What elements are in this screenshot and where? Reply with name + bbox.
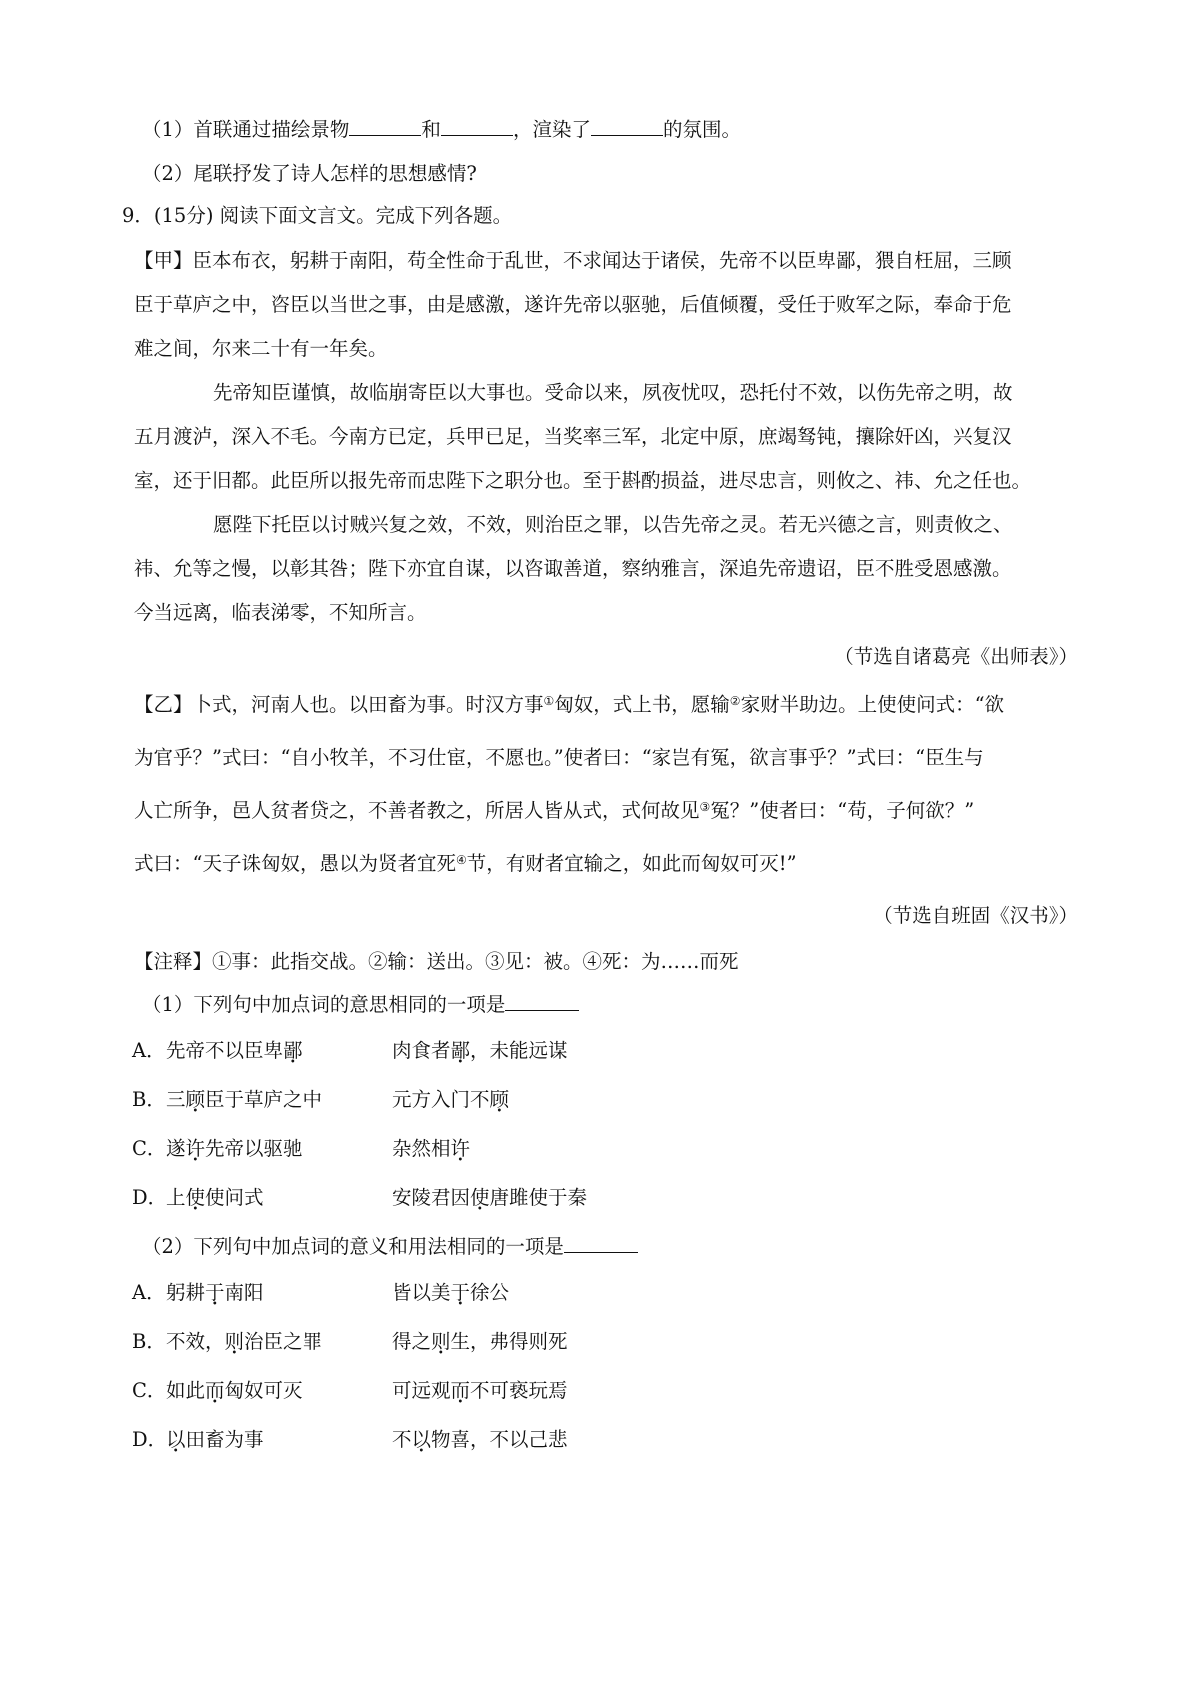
footnote-mark: ④ — [455, 853, 467, 867]
yi-line-1 — [134, 692, 1004, 718]
option-letter[interactable]: D． — [132, 1186, 168, 1209]
jia-line: 先帝知臣谨慎，故临崩寄臣以大事也。受命以来，夙夜忧叹，恐托付不效，以伤先帝之明，故 — [213, 381, 1013, 404]
jia-line: 愿陛下托臣以讨贼兴复之效，不效，则治臣之罪，以告先帝之灵。若无兴德之言，则责攸之、 — [213, 513, 1013, 536]
yi-text: 冤？”使者曰：“苟，子何欲？” — [710, 799, 975, 822]
yi-text: 式曰：“天子诛匈奴，愚以为贤者宜死 — [134, 852, 456, 875]
jia-line: 难之间，尔来二十有一年矣。 — [134, 337, 388, 360]
answer-blank[interactable] — [564, 1234, 638, 1253]
jia-line: 臣于草庐之中，咨臣以当世之事，由是感激，遂许先帝以驱驰，后值倾覆，受任于败军之际，奉命于危 — [134, 293, 1012, 316]
answer-blank[interactable] — [591, 117, 663, 136]
option-left: 躬耕于南阳 — [166, 1281, 264, 1304]
footnote-mark: ③ — [699, 800, 711, 814]
q8-sub1 — [142, 117, 741, 143]
option-left: 上使使问式 — [166, 1186, 264, 1209]
answer-blank[interactable] — [349, 117, 421, 136]
footnote-mark: ① — [543, 694, 555, 708]
q9-sub1-stem — [142, 992, 579, 1018]
option-left: 以田畜为事 — [166, 1428, 264, 1451]
q8-sub1-mid: ，渲染了 — [512, 118, 591, 141]
q8-sub1-and: 和 — [421, 118, 441, 141]
option-left: 遂许先帝以驱驰 — [166, 1137, 303, 1160]
yi-text: 匈奴，式上书，愿输 — [554, 693, 730, 716]
option-right: 安陵君因使唐雎使于秦 — [392, 1186, 588, 1209]
q9-sub2-stem — [142, 1234, 638, 1260]
jia-source: （节选自诸葛亮《出师表》） — [834, 645, 1078, 668]
option-letter[interactable]: B． — [132, 1330, 166, 1353]
yi-source: （节选自班固《汉书》） — [873, 904, 1078, 927]
yi-text: 家财半助边。上使使问式：“欲 — [740, 693, 1005, 716]
answer-blank[interactable] — [441, 117, 513, 136]
stem-text: （1）下列句中加点词的意思相同的一项是 — [142, 993, 506, 1016]
option-left: 不效，则治臣之罪 — [166, 1330, 323, 1353]
jia-line: 室，还于旧都。此臣所以报先帝而忠陛下之职分也。至于斟酌损益，进尽忠言，则攸之、祎、允之任也。 — [134, 469, 1032, 492]
q8-sub1-prefix: （1）首联通过描绘景物 — [142, 118, 350, 141]
option-letter[interactable]: C． — [132, 1379, 167, 1402]
option-letter[interactable]: A． — [132, 1039, 166, 1062]
option-left: 先帝不以臣卑鄙 — [166, 1039, 303, 1062]
option-right: 皆以美于徐公 — [392, 1281, 510, 1304]
yi-text: 人亡所争，邑人贫者贷之，不善者教之，所居人皆从式，式何故见 — [134, 799, 700, 822]
yi-line-3 — [134, 798, 974, 824]
yi-text: 【乙】卜式，河南人也。以田畜为事。时汉方事 — [134, 693, 544, 716]
answer-blank[interactable] — [505, 992, 579, 1011]
stem-text: （2）下列句中加点词的意义和用法相同的一项是 — [142, 1235, 564, 1258]
yi-text: 节，有财者宜输之，如此而匈奴可灭!” — [466, 852, 797, 875]
jia-line: 【甲】臣本布衣，躬耕于南阳，苟全性命于乱世，不求闻达于诸侯，先帝不以臣卑鄙，猥自枉屈，三顾 — [134, 249, 1012, 272]
option-right: 杂然相许 — [392, 1137, 471, 1160]
option-letter[interactable]: C． — [132, 1137, 167, 1160]
q8-sub2: （2）尾联抒发了诗人怎样的思想感情? — [142, 162, 477, 185]
yi-line-4 — [134, 851, 797, 877]
option-right: 可远观而不可亵玩焉 — [392, 1379, 568, 1402]
option-right: 得之则生，弗得则死 — [392, 1330, 568, 1353]
jia-line: 今当远离，临表涕零，不知所言。 — [134, 601, 427, 624]
q8-sub1-suffix: 的氛围。 — [662, 118, 741, 141]
jia-line: 祎、允等之慢，以彰其咎；陛下亦宜自谋，以咨诹善道，察纳雅言，深追先帝遗诏，臣不胜受恩感激。 — [134, 557, 1012, 580]
q9-heading: 9．(15分) 阅读下面文言文。完成下列各题。 — [122, 204, 513, 227]
annotation-notes: 【注释】①事：此指交战。②输：送出。③见：被。④死：为……而死 — [134, 950, 739, 973]
yi-line-2: 为官乎？”式曰：“自小牧羊，不习仕宦，不愿也。”使者曰：“家岂有冤，欲言事乎？”式曰：“臣生与 — [134, 746, 984, 769]
option-left: 三顾臣于草庐之中 — [166, 1088, 323, 1111]
option-right: 不以物喜，不以己悲 — [392, 1428, 568, 1451]
footnote-mark: ② — [729, 694, 741, 708]
option-letter[interactable]: B． — [132, 1088, 166, 1111]
option-left: 如此而匈奴可灭 — [166, 1379, 303, 1402]
jia-line: 五月渡泸，深入不毛。今南方已定，兵甲已足，当奖率三军，北定中原，庶竭驽钝，攘除奸凶，兴复汉 — [134, 425, 1012, 448]
option-letter[interactable]: D． — [132, 1428, 168, 1451]
option-right: 元方入门不顾 — [392, 1088, 510, 1111]
option-right: 肉食者鄙，未能远谋 — [392, 1039, 568, 1062]
option-letter[interactable]: A． — [132, 1281, 166, 1304]
